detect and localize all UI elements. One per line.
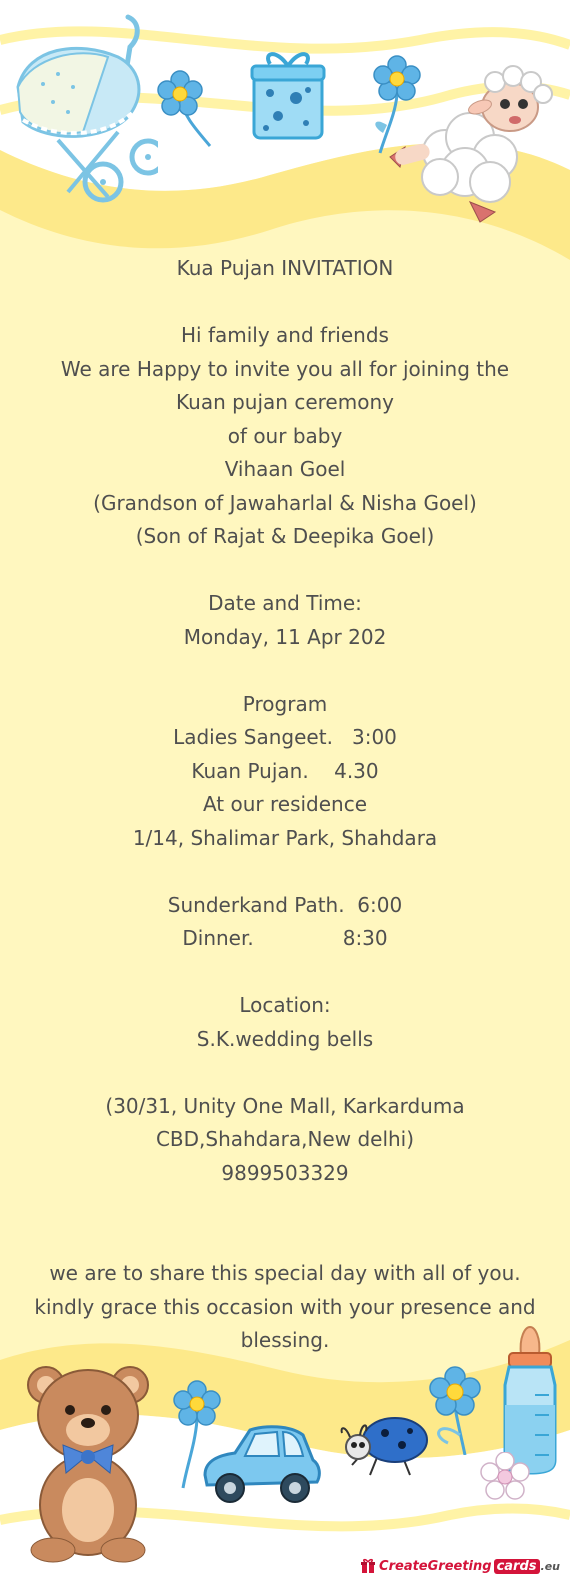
message-line: Location: bbox=[239, 993, 331, 1017]
gift-box-icon bbox=[248, 48, 328, 143]
message-line: of our baby bbox=[227, 423, 343, 448]
brand-text-main: CreateGreeting bbox=[379, 1558, 492, 1574]
message-line: Kuan pujan ceremony bbox=[176, 390, 394, 414]
gift-logo-icon bbox=[360, 1558, 376, 1574]
message-line: Sunderkand Path. 6:00 bbox=[167, 892, 403, 917]
message-line: At our residence bbox=[202, 792, 368, 816]
message-line: We are Happy to invite you all for joining the bbox=[60, 356, 510, 381]
message-line: (Grandson of Jawaharlal & Nisha Goel) bbox=[93, 490, 477, 515]
message-line bbox=[20, 654, 550, 688]
white-flower-icon bbox=[480, 1452, 530, 1502]
message-line bbox=[20, 286, 550, 320]
brand-logo[interactable] bbox=[360, 1558, 560, 1574]
message-line: S.K.wedding bells bbox=[196, 1026, 374, 1051]
message-line bbox=[20, 1056, 550, 1090]
blue-flower-icon bbox=[155, 68, 220, 148]
teddy-bear-icon bbox=[18, 1355, 168, 1565]
message-line: (30/31, Unity One Mall, Karkarduma bbox=[105, 1093, 465, 1118]
blue-flower-icon bbox=[420, 1365, 490, 1455]
message-line: Kuan Pujan. 4.30 bbox=[191, 758, 379, 783]
message-line: (Son of Rajat & Deepika Goel) bbox=[135, 524, 435, 548]
message-line: Monday, 11 Apr 202 bbox=[183, 624, 387, 649]
message-line bbox=[20, 1224, 550, 1258]
baby-stroller-icon bbox=[8, 12, 158, 212]
message-line: CBD,Shahdara,New delhi) bbox=[155, 1127, 415, 1151]
message-line: Program bbox=[242, 691, 328, 716]
brand-text-domain: .eu bbox=[540, 1559, 560, 1573]
message-line: Kua Pujan INVITATION bbox=[176, 256, 394, 280]
message-line: we are to share this special day with all of you. bbox=[49, 1261, 521, 1285]
message-line bbox=[20, 956, 550, 990]
brand-text-cards: cards bbox=[494, 1559, 540, 1574]
message-line bbox=[20, 855, 550, 889]
message-line: 1/14, Shalimar Park, Shahdara bbox=[132, 825, 438, 850]
message-line bbox=[20, 1190, 550, 1224]
invitation-message bbox=[20, 252, 550, 1358]
message-line: Vihaan Goel bbox=[224, 457, 346, 481]
sheep-icon bbox=[385, 62, 560, 232]
message-line: Hi family and friends bbox=[181, 323, 389, 347]
toy-car-icon bbox=[195, 1420, 325, 1510]
message-line bbox=[20, 554, 550, 588]
message-line: Ladies Sangeet. 3:00 bbox=[173, 725, 397, 749]
message-line: kindly grace this occasion with your presence and bbox=[34, 1294, 536, 1319]
message-line: blessing. bbox=[240, 1328, 330, 1352]
message-line: Dinner. 8:30 bbox=[182, 926, 388, 950]
message-line: Date and Time: bbox=[208, 591, 362, 615]
message-line: 9899503329 bbox=[221, 1160, 349, 1185]
